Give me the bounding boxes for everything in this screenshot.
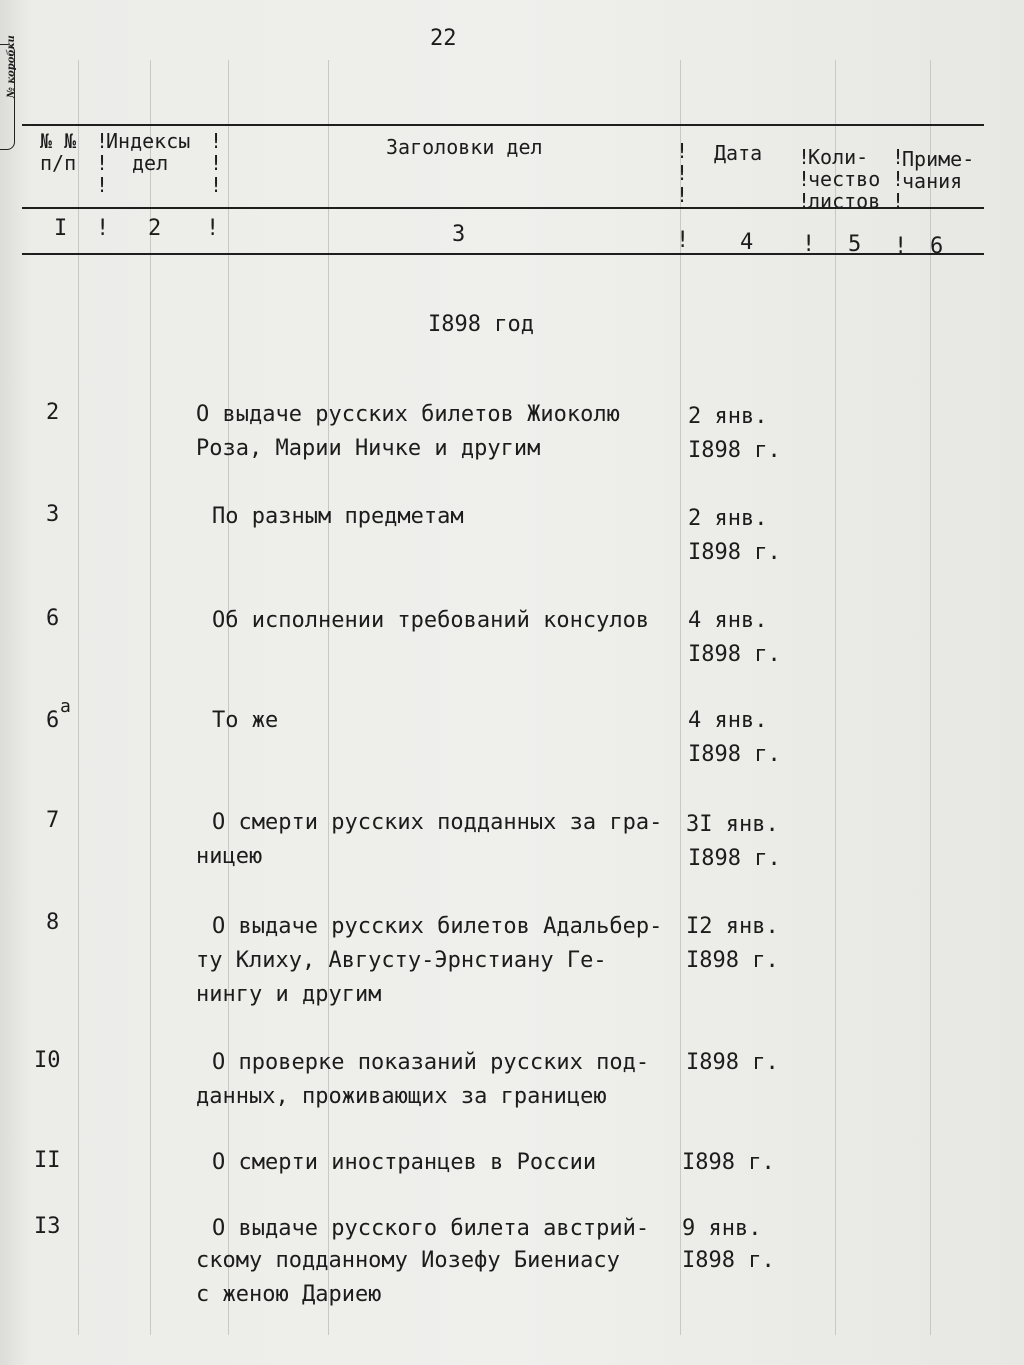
row-date-line: I898 г.: [682, 1150, 775, 1175]
row-title-line: с женою Дариею: [196, 1282, 382, 1307]
row-date-line: I898 г.: [688, 642, 781, 667]
row-date-line: 2 янв.: [688, 404, 768, 429]
row-date-line: I898 г.: [688, 742, 781, 767]
column-number: 6: [930, 234, 944, 259]
header-sep: !: [210, 173, 223, 197]
row-number: 8: [46, 910, 60, 935]
header-sep: !: [96, 173, 109, 197]
column-number: 3: [452, 222, 466, 247]
row-title-line: То же: [212, 708, 279, 733]
row-title-line: О смерти иностранцев в России: [212, 1150, 597, 1175]
row-title-line: данных, проживающих за границею: [196, 1084, 607, 1109]
row-title-line: О смерти русских подданных за гра-: [212, 810, 663, 835]
column-separator: !: [96, 216, 110, 241]
header-bottom-rule: [22, 253, 984, 255]
header-sep: !: [210, 129, 223, 153]
column-number: 5: [848, 232, 862, 257]
row-title-line: Об исполнении требований консулов: [212, 608, 650, 633]
header-col5-line1: Коли-: [808, 145, 869, 169]
row-number: I3: [34, 1214, 61, 1239]
row-date-line: I898 г.: [688, 438, 781, 463]
header-sep: !: [676, 139, 689, 163]
header-col2-line1: Индексы: [106, 129, 191, 153]
row-date-line: 3I янв.: [686, 812, 779, 837]
row-number: 3: [46, 502, 60, 527]
row-number-superscript: а: [60, 696, 71, 717]
header-sep: !: [892, 189, 905, 213]
row-title-line: По разным предметам: [212, 504, 464, 529]
column-number: 2: [148, 216, 162, 241]
header-col5-line2: чество: [808, 167, 881, 191]
column-separator: !: [206, 216, 220, 241]
row-title-line: ту Клиху, Августу-Эрнстиану Ге-: [196, 948, 607, 973]
header-sep: !: [798, 189, 811, 213]
header-sep: !: [676, 183, 689, 207]
header-col2-line2: дел: [132, 151, 169, 175]
row-number: 7: [46, 808, 60, 833]
row-title-line: скому подданному Иозефу Биениасу: [196, 1248, 620, 1273]
row-number: 6: [46, 606, 60, 631]
year-heading: I898 год: [428, 312, 534, 337]
row-date-line: I898 г.: [688, 540, 781, 565]
header-sep: !: [676, 161, 689, 185]
row-title-line: О выдаче русских билетов Жиоколю: [196, 402, 620, 427]
header-sep: !: [892, 145, 905, 169]
row-number: I0: [34, 1048, 61, 1073]
header-col1-line2: п/п: [40, 151, 77, 175]
column-number: I: [54, 216, 68, 241]
row-date-line: 9 янв.: [682, 1216, 762, 1241]
header-col3: Заголовки дел: [386, 135, 543, 159]
box-label-text: № коробки: [6, 35, 17, 98]
header-sep: !: [210, 151, 223, 175]
row-date-line: I898 г.: [688, 846, 781, 871]
row-date-line: 2 янв.: [688, 506, 768, 531]
row-title-line: ницею: [196, 844, 263, 869]
row-date-line: 4 янв.: [688, 708, 768, 733]
header-sep: !: [96, 151, 109, 175]
column-number: 4: [740, 230, 754, 255]
header-col6-line1: Приме-: [902, 147, 975, 171]
row-title-line: О выдаче русских билетов Адальбер-: [212, 914, 663, 939]
row-title-line: Роза, Марии Ничке и другим: [196, 436, 541, 461]
column-separator: !: [676, 228, 690, 253]
header-col1-line1: № №: [40, 129, 77, 153]
header-top-rule: [22, 124, 984, 126]
row-number: 6: [46, 708, 60, 733]
row-number: II: [34, 1148, 61, 1173]
header-sep: !: [96, 129, 109, 153]
row-date-line: 4 янв.: [688, 608, 768, 633]
row-title-line: О проверке показаний русских под-: [212, 1050, 650, 1075]
page-number: 22: [430, 26, 457, 51]
header-sep: !: [892, 167, 905, 191]
row-title-line: О выдаче русского билета австрий-: [212, 1216, 650, 1241]
header-col6-line2: чания: [902, 169, 963, 193]
header-sep: !: [798, 145, 811, 169]
row-date-line: I2 янв.: [686, 914, 779, 939]
row-date-line: I898 г.: [686, 1050, 779, 1075]
row-number: 2: [46, 400, 60, 425]
row-title-line: нингу и другим: [196, 982, 382, 1007]
column-separator: !: [802, 232, 816, 257]
header-col5-line3: листов: [808, 189, 881, 213]
header-sep: !: [798, 167, 811, 191]
header-col4: Дата: [714, 141, 763, 165]
row-date-line: I898 г.: [682, 1248, 775, 1273]
column-separator: !: [894, 234, 908, 259]
row-date-line: I898 г.: [686, 948, 779, 973]
